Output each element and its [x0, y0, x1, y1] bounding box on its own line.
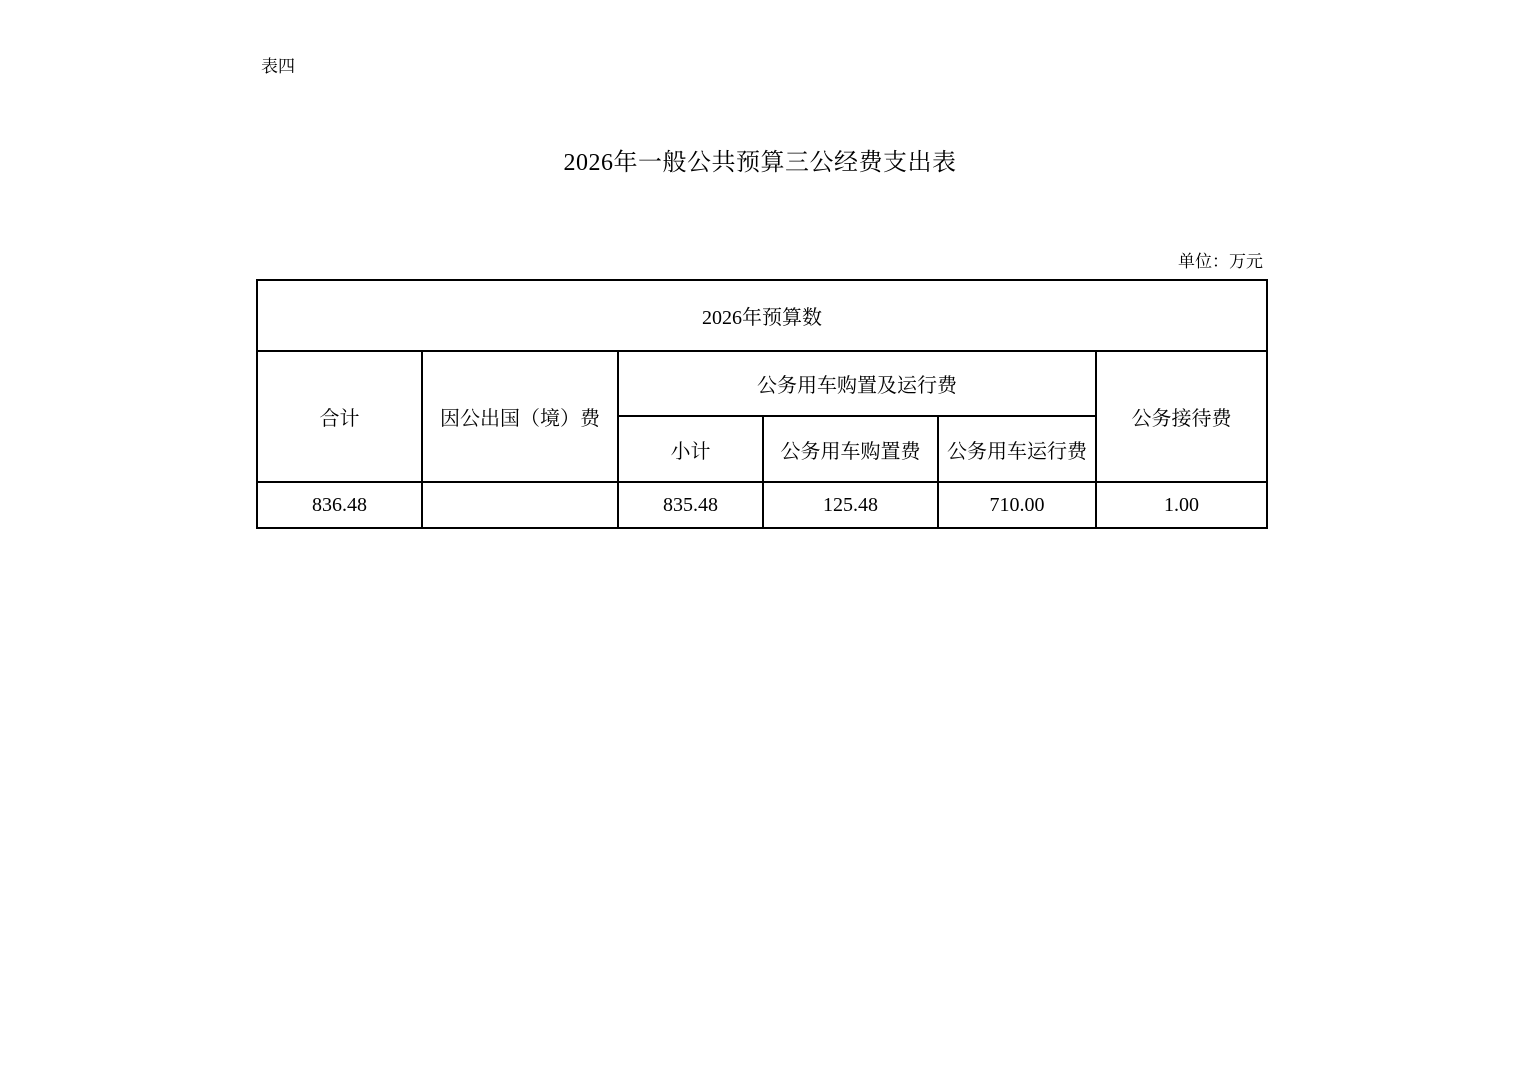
table-row: [257, 482, 1267, 528]
cell-vehicle-operation: 710.00: [938, 482, 1096, 528]
header-reception-expense: 公务接待费: [1096, 351, 1267, 482]
page-title: 2026年一般公共预算三公经费支出表: [563, 150, 957, 176]
unit-label: 单位：万元: [1178, 252, 1263, 271]
cell-abroad-expense: [422, 482, 618, 528]
header-abroad-expense: 因公出国（境）费: [422, 351, 618, 482]
cell-total: 836.48: [257, 482, 422, 528]
budget-table: [256, 279, 1268, 529]
table-header-row-1: [257, 280, 1267, 351]
header-vehicle-group: 公务用车购置及运行费: [618, 351, 1096, 416]
table-header-row-2: [257, 351, 1267, 416]
header-budget-year: 2026年预算数: [257, 280, 1267, 351]
cell-vehicle-subtotal: 835.48: [618, 482, 763, 528]
sheet-label: 表四: [261, 57, 295, 76]
cell-vehicle-purchase: 125.48: [763, 482, 938, 528]
cell-reception-expense: 1.00: [1096, 482, 1267, 528]
header-total: 合计: [257, 351, 422, 482]
header-vehicle-subtotal: 小计: [618, 416, 763, 482]
header-vehicle-operation: 公务用车运行费: [938, 416, 1096, 482]
header-vehicle-purchase: 公务用车购置费: [763, 416, 938, 482]
